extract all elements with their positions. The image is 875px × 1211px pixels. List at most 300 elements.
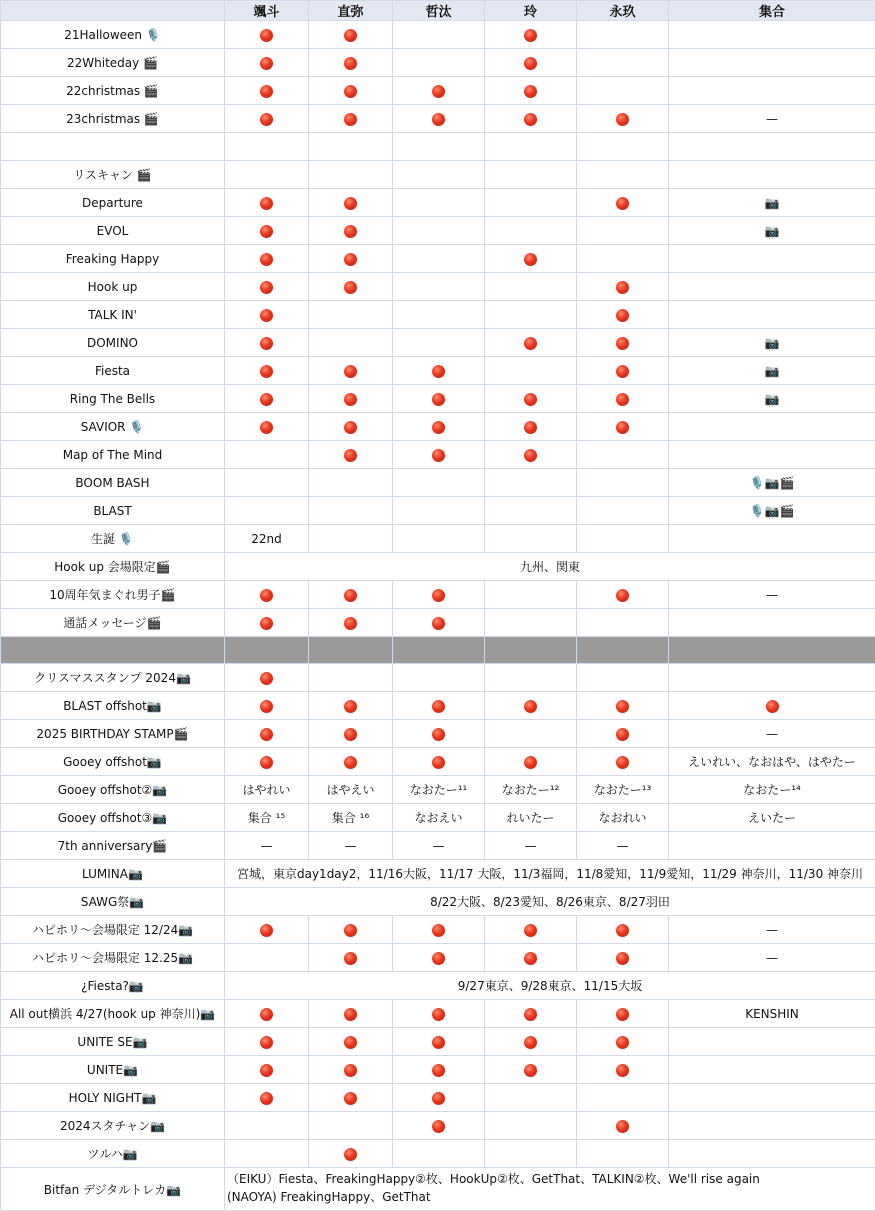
table-cell: [393, 664, 485, 692]
table-cell: [225, 497, 309, 525]
owned-cell: [225, 49, 309, 77]
owned-cell: [225, 301, 309, 329]
red-circle-icon: [432, 1064, 445, 1077]
red-circle-icon: [260, 281, 273, 294]
owned-cell: [393, 1000, 485, 1028]
owned-cell: [577, 1028, 669, 1056]
table-cell: [309, 133, 393, 161]
owned-cell: [393, 77, 485, 105]
row-title: LUMINA📷: [1, 860, 225, 888]
owned-cell: [393, 385, 485, 413]
red-circle-icon: [524, 952, 537, 965]
red-circle-icon: [344, 365, 357, 378]
table-cell: 📷: [669, 217, 875, 245]
table-cell: [393, 49, 485, 77]
table-cell: [577, 245, 669, 273]
owned-cell: [485, 49, 577, 77]
owned-cell: [577, 329, 669, 357]
table-cell: なおたー¹³: [577, 776, 669, 804]
separator-cell: [309, 637, 393, 664]
table-cell: えいたー: [669, 804, 875, 832]
red-circle-icon: [432, 365, 445, 378]
table-cell: [669, 441, 875, 469]
table-row: [1, 77, 875, 105]
table-row: [1, 972, 875, 1000]
owned-cell: [485, 916, 577, 944]
red-circle-icon: [344, 449, 357, 462]
red-circle-icon: [432, 617, 445, 630]
owned-cell: [577, 357, 669, 385]
red-circle-icon: [524, 756, 537, 769]
red-circle-icon: [260, 225, 273, 238]
table-cell: [577, 133, 669, 161]
owned-cell: [225, 217, 309, 245]
table-cell: [393, 21, 485, 49]
table-cell: [577, 664, 669, 692]
row-title: ハピホリ〜会場限定 12/24📷: [1, 916, 225, 944]
table-cell: [485, 301, 577, 329]
table-cell: 🎙️📷🎬: [669, 497, 875, 525]
table-cell: [485, 161, 577, 189]
red-circle-icon: [616, 197, 629, 210]
table-cell: [577, 1140, 669, 1168]
table-row: [1, 1140, 875, 1168]
table-cell: [669, 413, 875, 441]
owned-cell: [225, 609, 309, 637]
owned-cell: [393, 692, 485, 720]
row-title: Hook up 会場限定🎬: [1, 553, 225, 581]
owned-cell: [393, 1028, 485, 1056]
owned-cell: [225, 77, 309, 105]
owned-cell: [309, 413, 393, 441]
red-circle-icon: [524, 113, 537, 126]
table-cell: [669, 21, 875, 49]
owned-cell: [225, 329, 309, 357]
table-row: [1, 832, 875, 860]
table-cell: [669, 273, 875, 301]
table-cell: [485, 217, 577, 245]
table-cell: えいれい、なおはや、はやたー: [669, 748, 875, 776]
header-cell-blank: [1, 1, 225, 21]
separator-row: [1, 637, 875, 664]
table-cell: —: [577, 832, 669, 860]
owned-cell: [577, 720, 669, 748]
owned-cell: [309, 105, 393, 133]
owned-cell: [309, 245, 393, 273]
separator-cell: [1, 637, 225, 664]
owned-cell: [485, 1000, 577, 1028]
red-circle-icon: [616, 952, 629, 965]
red-circle-icon: [260, 1036, 273, 1049]
table-row: [1, 916, 875, 944]
table-row: [1, 357, 875, 385]
red-circle-icon: [616, 393, 629, 406]
span-cell: 8/22大阪、8/23愛知、8/26東京、8/27羽田: [225, 888, 875, 916]
table-cell: [669, 1084, 875, 1112]
table-row: [1, 720, 875, 748]
table-cell: [669, 245, 875, 273]
red-circle-icon: [524, 924, 537, 937]
header-row: [1, 1, 875, 21]
table-cell: [393, 1140, 485, 1168]
red-circle-icon: [344, 197, 357, 210]
row-title: Gooey offshot📷: [1, 748, 225, 776]
header-cell-group: 集合: [669, 1, 875, 21]
owned-cell: [225, 273, 309, 301]
owned-cell: [485, 1056, 577, 1084]
row-title: SAVIOR 🎙️: [1, 413, 225, 441]
red-circle-icon: [766, 700, 779, 713]
red-circle-icon: [260, 728, 273, 741]
separator-cell: [669, 637, 875, 664]
owned-cell: [309, 720, 393, 748]
table-cell: [577, 441, 669, 469]
owned-cell: [309, 1056, 393, 1084]
table-cell: [669, 664, 875, 692]
red-circle-icon: [616, 1120, 629, 1133]
table-cell: れいたー: [485, 804, 577, 832]
table-row: [1, 441, 875, 469]
table-cell: —: [393, 832, 485, 860]
table-cell: [393, 245, 485, 273]
table-cell: [393, 469, 485, 497]
red-circle-icon: [616, 337, 629, 350]
owned-cell: [393, 1112, 485, 1140]
row-title: Fiesta: [1, 357, 225, 385]
owned-cell: [577, 105, 669, 133]
red-circle-icon: [432, 1036, 445, 1049]
red-circle-icon: [344, 952, 357, 965]
table-row: [1, 245, 875, 273]
table-cell: 集合 ¹⁵: [225, 804, 309, 832]
table-cell: [393, 133, 485, 161]
red-circle-icon: [260, 756, 273, 769]
row-title: Map of The Mind: [1, 441, 225, 469]
red-circle-icon: [260, 337, 273, 350]
red-circle-icon: [432, 700, 445, 713]
table-cell: [669, 49, 875, 77]
red-circle-icon: [616, 589, 629, 602]
red-circle-icon: [344, 421, 357, 434]
table-cell: [309, 469, 393, 497]
table-row: [1, 553, 875, 581]
red-circle-icon: [524, 393, 537, 406]
table-cell: [577, 161, 669, 189]
owned-cell: [393, 105, 485, 133]
red-circle-icon: [344, 281, 357, 294]
owned-cell: [225, 21, 309, 49]
table-cell: [393, 497, 485, 525]
red-circle-icon: [344, 1008, 357, 1021]
table-cell: 集合 ¹⁶: [309, 804, 393, 832]
red-circle-icon: [344, 29, 357, 42]
owned-cell: [577, 692, 669, 720]
table-cell: [393, 273, 485, 301]
row-title: All out横浜 4/27(hook up 神奈川)📷: [1, 1000, 225, 1028]
table-cell: —: [669, 105, 875, 133]
red-circle-icon: [524, 337, 537, 350]
table-cell: [485, 1112, 577, 1140]
table-cell: [669, 1028, 875, 1056]
red-circle-icon: [616, 421, 629, 434]
row-title: リスキャン 🎬: [1, 161, 225, 189]
owned-cell: [225, 581, 309, 609]
span-cell: 宮城，東京day1day2，11/16大阪，11/17 大阪，11/3福岡，11/8愛知，11/9愛知，11/29 神奈川，11/30 神奈川: [225, 860, 875, 888]
table-cell: [225, 1140, 309, 1168]
table-row: [1, 888, 875, 916]
table-cell: [669, 77, 875, 105]
owned-cell: [577, 189, 669, 217]
header-cell-member: 永玖: [577, 1, 669, 21]
owned-cell: [225, 245, 309, 273]
separator-cell: [225, 637, 309, 664]
table-cell: [669, 301, 875, 329]
table-cell: なおれい: [577, 804, 669, 832]
table-cell: なおたー¹²: [485, 776, 577, 804]
red-circle-icon: [260, 924, 273, 937]
table-cell: [309, 301, 393, 329]
table-cell: なおたー¹⁴: [669, 776, 875, 804]
red-circle-icon: [524, 421, 537, 434]
red-circle-icon: [344, 589, 357, 602]
owned-cell: [309, 385, 393, 413]
table-row: [1, 1056, 875, 1084]
owned-cell: [225, 189, 309, 217]
owned-cell: [577, 1000, 669, 1028]
owned-cell: [393, 581, 485, 609]
table-cell: —: [669, 944, 875, 972]
owned-cell: [393, 609, 485, 637]
red-circle-icon: [616, 281, 629, 294]
red-circle-icon: [260, 672, 273, 685]
table-row: [1, 105, 875, 133]
owned-cell: [309, 357, 393, 385]
owned-cell: [485, 692, 577, 720]
table-row: [1, 860, 875, 888]
owned-cell: [485, 105, 577, 133]
red-circle-icon: [344, 1036, 357, 1049]
red-circle-icon: [260, 1092, 273, 1105]
red-circle-icon: [260, 617, 273, 630]
red-circle-icon: [344, 617, 357, 630]
span-line: (NAOYA) FreakingHappy、GetThat: [227, 1188, 873, 1206]
table-row: [1, 748, 875, 776]
red-circle-icon: [260, 309, 273, 322]
red-circle-icon: [524, 85, 537, 98]
table-row: [1, 1028, 875, 1056]
row-title: Gooey offshot③📷: [1, 804, 225, 832]
red-circle-icon: [432, 728, 445, 741]
table-cell: [669, 133, 875, 161]
red-circle-icon: [524, 1036, 537, 1049]
red-circle-icon: [432, 393, 445, 406]
row-title: 7th anniversary🎬: [1, 832, 225, 860]
owned-cell: [309, 1028, 393, 1056]
table-cell: [485, 497, 577, 525]
row-title: Freaking Happy: [1, 245, 225, 273]
red-circle-icon: [344, 924, 357, 937]
table-row: [1, 776, 875, 804]
red-circle-icon: [616, 756, 629, 769]
table-cell: —: [309, 832, 393, 860]
table-cell: [669, 1056, 875, 1084]
table-cell: 22nd: [225, 525, 309, 553]
row-title: 2024スタチャン📷: [1, 1112, 225, 1140]
table-cell: —: [669, 916, 875, 944]
row-title: ¿Fiesta?📷: [1, 972, 225, 1000]
owned-cell: [393, 413, 485, 441]
red-circle-icon: [432, 449, 445, 462]
owned-cell: [577, 385, 669, 413]
table-cell: [309, 497, 393, 525]
owned-cell: [485, 329, 577, 357]
header-cell-member: 颯斗: [225, 1, 309, 21]
table-cell: [485, 469, 577, 497]
owned-cell: [225, 748, 309, 776]
table-cell: KENSHIN: [669, 1000, 875, 1028]
owned-cell: [393, 1056, 485, 1084]
owned-cell: [309, 21, 393, 49]
owned-cell: [577, 748, 669, 776]
owned-cell: [577, 273, 669, 301]
row-title: UNITE SE📷: [1, 1028, 225, 1056]
red-circle-icon: [616, 700, 629, 713]
owned-cell: [485, 245, 577, 273]
red-circle-icon: [344, 85, 357, 98]
row-title: 10周年気まぐれ男子🎬: [1, 581, 225, 609]
table-cell: [577, 609, 669, 637]
red-circle-icon: [524, 29, 537, 42]
table-row: [1, 329, 875, 357]
row-title: 23christmas 🎬: [1, 105, 225, 133]
row-title: 21Halloween 🎙️: [1, 21, 225, 49]
owned-cell: [309, 748, 393, 776]
red-circle-icon: [616, 1008, 629, 1021]
row-title: 22Whiteday 🎬: [1, 49, 225, 77]
table-cell: [225, 161, 309, 189]
row-title: Hook up: [1, 273, 225, 301]
owned-cell: [309, 189, 393, 217]
owned-cell: [309, 273, 393, 301]
red-circle-icon: [344, 700, 357, 713]
table-cell: [485, 1140, 577, 1168]
owned-cell: [225, 357, 309, 385]
row-title: Departure: [1, 189, 225, 217]
table-row: [1, 189, 875, 217]
red-circle-icon: [524, 700, 537, 713]
row-title: BOOM BASH: [1, 469, 225, 497]
red-circle-icon: [432, 924, 445, 937]
table-cell: [485, 609, 577, 637]
row-title: DOMINO: [1, 329, 225, 357]
table-cell: 🎙️📷🎬: [669, 469, 875, 497]
table-row: [1, 1000, 875, 1028]
row-title: 生誕 🎙️: [1, 525, 225, 553]
red-circle-icon: [260, 421, 273, 434]
red-circle-icon: [260, 253, 273, 266]
red-circle-icon: [344, 253, 357, 266]
red-circle-icon: [260, 589, 273, 602]
table-cell: [669, 832, 875, 860]
owned-cell: [577, 1112, 669, 1140]
red-circle-icon: [616, 365, 629, 378]
red-circle-icon: [260, 365, 273, 378]
span-cell: 九州、関東: [225, 553, 875, 581]
owned-cell: [309, 1084, 393, 1112]
owned-cell: [577, 1056, 669, 1084]
red-circle-icon: [524, 253, 537, 266]
table-cell: [309, 525, 393, 553]
owned-cell: [577, 916, 669, 944]
span-cell: 9/27東京、9/28東京、11/15大坂: [225, 972, 875, 1000]
table-row: [1, 525, 875, 553]
owned-cell: [309, 217, 393, 245]
table-cell: [485, 273, 577, 301]
owned-cell: [309, 609, 393, 637]
owned-cell: [309, 77, 393, 105]
red-circle-icon: [524, 1064, 537, 1077]
table-row: [1, 385, 875, 413]
table-cell: [393, 217, 485, 245]
red-circle-icon: [344, 1092, 357, 1105]
row-title: SAWG祭📷: [1, 888, 225, 916]
owned-cell: [225, 1056, 309, 1084]
table-cell: —: [669, 581, 875, 609]
separator-cell: [577, 637, 669, 664]
table-row: [1, 497, 875, 525]
owned-cell: [485, 385, 577, 413]
table-cell: —: [669, 720, 875, 748]
row-title: EVOL: [1, 217, 225, 245]
table-cell: [393, 301, 485, 329]
table-cell: [669, 1140, 875, 1168]
table-cell: [577, 49, 669, 77]
table-cell: [225, 133, 309, 161]
table-cell: はやえい: [309, 776, 393, 804]
red-circle-icon: [432, 1008, 445, 1021]
row-title: 2025 BIRTHDAY STAMP🎬: [1, 720, 225, 748]
table-cell: [393, 525, 485, 553]
table-row: [1, 49, 875, 77]
table-cell: [485, 664, 577, 692]
table-cell: [225, 469, 309, 497]
owned-cell: [393, 916, 485, 944]
table-cell: [485, 189, 577, 217]
row-title: Bitfan デジタルトレカ📷: [1, 1168, 225, 1211]
owned-cell: [225, 692, 309, 720]
separator-cell: [393, 637, 485, 664]
table-row: [1, 609, 875, 637]
row-title: HOLY NIGHT📷: [1, 1084, 225, 1112]
owned-cell: [309, 441, 393, 469]
table-cell: 📷: [669, 329, 875, 357]
red-circle-icon: [432, 1120, 445, 1133]
red-circle-icon: [616, 1064, 629, 1077]
table-cell: [485, 525, 577, 553]
owned-cell: [577, 301, 669, 329]
owned-cell: [225, 916, 309, 944]
table-cell: はやれい: [225, 776, 309, 804]
table-row: [1, 469, 875, 497]
table-row: [1, 1168, 875, 1211]
table-row: [1, 413, 875, 441]
owned-cell: [225, 105, 309, 133]
row-title: UNITE📷: [1, 1056, 225, 1084]
red-circle-icon: [344, 393, 357, 406]
table-cell: [309, 329, 393, 357]
red-circle-icon: [432, 589, 445, 602]
table-row: [1, 133, 875, 161]
